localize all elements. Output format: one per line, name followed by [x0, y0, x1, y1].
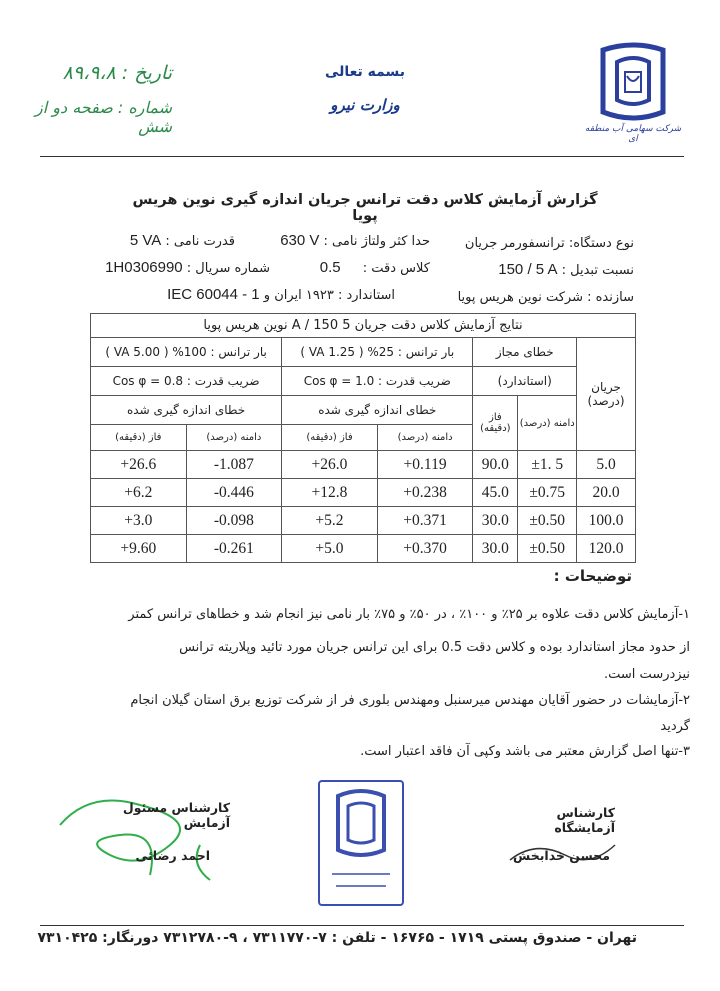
serial-number: [95, 259, 270, 276]
allowed-phase-cell: 45.0: [473, 479, 518, 507]
allowed-amp-cell: ±0.50: [518, 535, 577, 563]
left-signer-name: احمد رضائی: [135, 848, 210, 863]
amp100-header: دامنه (درصد): [186, 425, 282, 451]
date-label: تاریخ :: [121, 62, 172, 84]
serial-value: 1H0306990: [105, 259, 183, 276]
standard: [95, 286, 395, 303]
header-divider: [40, 156, 684, 157]
notes-line-5: گردید: [660, 719, 690, 734]
ratio-label: نسبت تبدیل :: [561, 263, 634, 278]
load25-title: بار ترانس : 25% ( 1.25 VA ): [282, 338, 473, 367]
allowed-phase-cell: 30.0: [473, 535, 518, 563]
number-label: شماره :: [117, 98, 172, 117]
current-cell: 5.0: [577, 451, 636, 479]
load100-title: بار ترانس : 100% ( 5.00 VA ): [91, 338, 282, 367]
current-cell: 100.0: [577, 507, 636, 535]
phase100-cell: +9.60: [91, 535, 187, 563]
measured-error-100: خطای اندازه گیری شده: [91, 396, 282, 425]
current-header: [577, 338, 636, 451]
standard-label: استاندارد : ۱۹۲۳ ایران و: [263, 288, 395, 303]
transform-ratio: [440, 261, 634, 278]
standard-value: IEC 60044 - 1: [167, 286, 260, 303]
max-voltage: [240, 232, 430, 249]
notes-line-1: ۱-آزمایش کلاس دقت علاوه بر ۲۵٪ و ۱۰۰٪ ، در ۵۰٪ و ۷۵٪ بار نامی نیز انجام شد و خطاهای ترانس کمتر: [128, 607, 690, 622]
rated-power: [95, 232, 235, 249]
notes-line-4: ۲-آزمایشات در حضور آقایان مهندس میرسنبل ومهندس بلوری فر از شرکت توزیع برق استان گیلان انجام: [130, 693, 690, 708]
date-line: [22, 62, 172, 84]
phase25-cell: +26.0: [282, 451, 378, 479]
serial-label: شماره سریال :: [186, 261, 270, 276]
allowed-amp-cell: ±0.50: [518, 507, 577, 535]
number-value: صفحه دو از شش: [35, 98, 172, 136]
footer-divider: [40, 925, 684, 926]
report-title: گزارش آزمایش کلاس دقت ترانس جریان اندازه گیری نوین هریس پویا: [132, 192, 598, 224]
allowed-phase-cell: 90.0: [473, 451, 518, 479]
logo-caption: شرکت سهامی آب منطقه ای: [584, 124, 682, 144]
rated-power-value: 5 VA: [129, 232, 162, 249]
phase25-header: فاز (دقیقه): [282, 425, 378, 451]
allowed-phase-header: فاز (دقیقه): [473, 396, 518, 451]
ministry-name: وزارت نیرو: [330, 96, 400, 114]
phase25-cell: +12.8: [282, 479, 378, 507]
allowed-error-title: خطای مجاز: [473, 338, 577, 367]
stamp-emblem-icon: [320, 782, 402, 904]
right-signer-title: کارشناس آزمایشگاه: [554, 805, 615, 835]
table-caption: نتایج آزمایش کلاس دقت جریان 5 A / 150 نوین هریس پویا: [91, 314, 636, 338]
max-voltage-label: حدا کثر ولتاژ نامی :: [323, 234, 430, 249]
notes-line-3: نیزدرست است.: [604, 667, 690, 682]
amp25-cell: +0.238: [377, 479, 473, 507]
manufacturer: سازنده : شرکت نوین هریس پویا: [457, 290, 634, 305]
allowed-error-sub: (استاندارد): [473, 367, 577, 396]
amp25-cell: +0.370: [377, 535, 473, 563]
device-type: نوع دستگاه: ترانسفورمر جریان: [464, 236, 634, 251]
allowed-amp-cell: ±1. 5: [518, 451, 577, 479]
date-value: ۸۹،۹،۸: [62, 62, 116, 84]
table-row: [91, 507, 636, 535]
load100-pf: Cos φ = 0.8 : ضریب قدرت: [91, 367, 282, 396]
current-cell: 120.0: [577, 535, 636, 563]
amp25-cell: +0.119: [377, 451, 473, 479]
amp100-cell: -0.098: [186, 507, 282, 535]
load25-pf: Cos φ = 1.0 : ضریب قدرت: [282, 367, 473, 396]
phase100-cell: +26.6: [91, 451, 187, 479]
amp25-header: دامنه (درصد): [377, 425, 473, 451]
phase25-cell: +5.0: [282, 535, 378, 563]
right-signer-name: محسن خدابخش: [513, 848, 610, 863]
max-voltage-value: 630 V: [280, 232, 320, 249]
footer-contact: تهران - صندوق پستی ۱۷۱۹ - ۱۶۷۶۵ - تلفن : ۷-۷۳۱۱۷۷۰ ، ۹-۷۳۱۲۷۸۰ دورنگار: ۷۳۱۰۴۲۵: [37, 930, 637, 946]
table-row: [91, 451, 636, 479]
accuracy-value: 0.5: [319, 259, 341, 276]
current-cell: 20.0: [577, 479, 636, 507]
number-line: [22, 98, 172, 136]
notes-line-2: از حدود مجاز استاندارد بوده و کلاس دقت 0.5 برای این ترانس جریان مورد تائید وپلاریته ترانس: [179, 640, 690, 655]
left-signer-title: کارشناس مسئول آزمایش: [122, 800, 230, 830]
allowed-phase-cell: 30.0: [473, 507, 518, 535]
accuracy-label: کلاس دقت :: [362, 261, 430, 276]
amp25-cell: +0.371: [377, 507, 473, 535]
rated-power-label: قدرت نامی :: [165, 234, 235, 249]
notes-line-6: ۳-تنها اصل گزارش معتبر می باشد وکپی آن فاقد اعتبار است.: [360, 744, 690, 759]
amp100-cell: -0.446: [186, 479, 282, 507]
phase100-cell: +6.2: [91, 479, 187, 507]
amp100-cell: -1.087: [186, 451, 282, 479]
allowed-amp-cell: ±0.75: [518, 479, 577, 507]
measured-error-25: خطای اندازه گیری شده: [282, 396, 473, 425]
table-row: [91, 479, 636, 507]
basmala: بسمه تعالی: [324, 64, 406, 80]
current-title: جریان: [591, 380, 621, 394]
table-row: [91, 535, 636, 563]
notes-heading: توضیحات :: [553, 567, 632, 585]
phase100-header: فاز (دقیقه): [91, 425, 187, 451]
phase25-cell: +5.2: [282, 507, 378, 535]
amp100-cell: -0.261: [186, 535, 282, 563]
results-table: [90, 313, 636, 563]
official-stamp: [318, 780, 404, 906]
ratio-value: 150 / 5 A: [498, 261, 558, 278]
current-unit: (درصد): [587, 394, 625, 408]
allowed-amp-header: دامنه (درصد): [518, 396, 577, 451]
phase100-cell: +3.0: [91, 507, 187, 535]
